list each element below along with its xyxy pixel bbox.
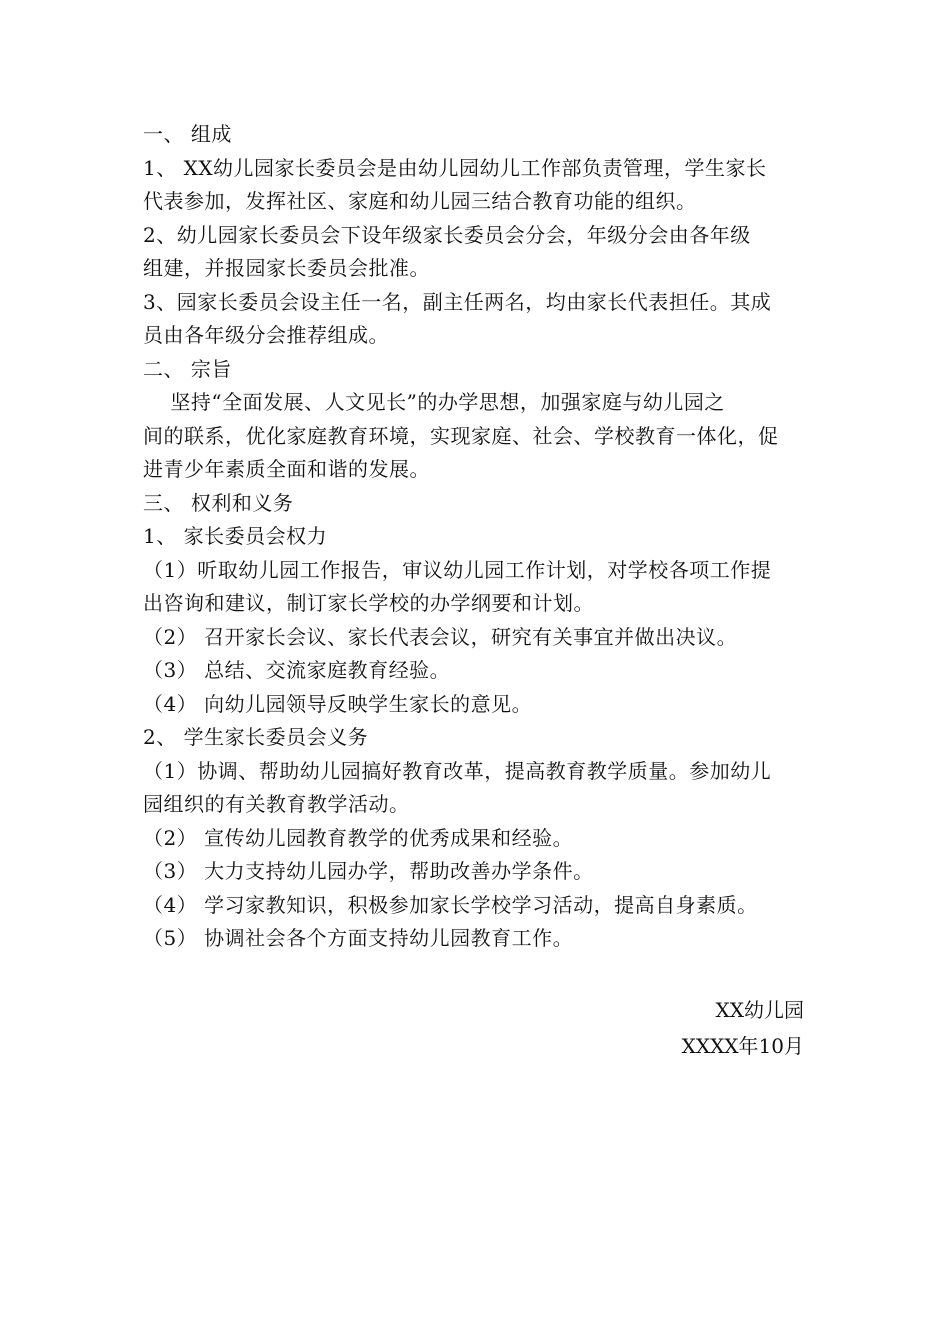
text-line: 间的联系，优化家庭教育环境，实现家庭、社会、学校教育一体化，促 (143, 423, 779, 448)
document-body (143, 118, 808, 956)
text-line: 进青少年素质全面和谐的发展。 (143, 457, 430, 481)
text-line: 出咨询和建议，制订家长学校的办学纲要和计划。 (143, 591, 594, 615)
text-line: （3） 总结、交流家庭教育经验。 (143, 658, 451, 682)
text-line: 员由各年级分会推荐组成。 (143, 323, 389, 347)
text-line: （4） 学习家教知识，积极参加家长学校学习活动，提高自身素质。 (143, 892, 758, 917)
text-line: （2） 召开家长会议、家长代表会议，研究有关事宜并做出决议。 (143, 624, 738, 649)
text-line: 园组织的有关教育教学活动。 (143, 792, 410, 816)
text-line: 坚持“全面发展、人文见长”的办学思想，加强家庭与幼儿园之 (143, 390, 725, 414)
text-line: 2、幼儿园家长委员会下设年级家长委员会分会，年级分会由各年级 (143, 222, 751, 247)
text-line: （4） 向幼儿园领导反映学生家长的意见。 (143, 691, 533, 716)
subsection-heading-rights: 1、 家长委员会权力 (143, 524, 328, 548)
text-line: 组建，并报园家长委员会批准。 (143, 256, 430, 280)
section-heading-rights-duties: 三、 权利和义务 (143, 490, 294, 515)
text-line: （1）听取幼儿园工作报告，审议幼儿园工作计划，对学校各项工作提 (143, 557, 772, 582)
text-line: 代表参加，发挥社区、家庭和幼儿园三结合教育功能的组织。 (143, 189, 697, 213)
text-line: （5） 协调社会各个方面支持幼儿园教育工作。 (143, 926, 574, 950)
text-line: （1）协调、帮助幼儿园搞好教育改革，提高教育教学质量。参加幼儿 (143, 758, 772, 783)
text-line: 1、 XX幼儿园家长委员会是由幼儿园幼儿工作部负责管理，学生家长 (143, 155, 767, 180)
subsection-heading-duties: 2、 学生家长委员会义务 (143, 725, 369, 749)
text-line: （2） 宣传幼儿园教育教学的优秀成果和经验。 (143, 825, 574, 850)
section-heading-composition: 一、 组成 (143, 122, 232, 146)
section-heading-purpose: 二、 宗旨 (143, 356, 232, 381)
signature-date: XXXX年10月 (681, 1034, 804, 1058)
signature-organization: XX幼儿园 (715, 998, 804, 1022)
text-line: 3、园家长委员会设主任一名，副主任两名，均由家长代表担任。其成 (143, 289, 772, 314)
text-line: （3） 大力支持幼儿园办学，帮助改善办学条件。 (143, 859, 594, 883)
